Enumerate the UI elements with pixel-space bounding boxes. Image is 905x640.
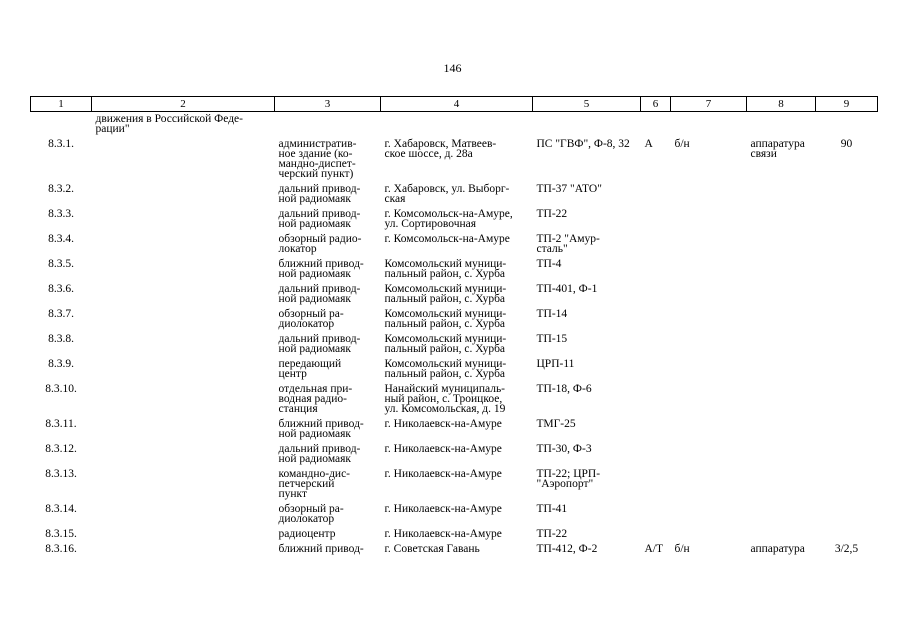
- cell-7: [671, 282, 747, 307]
- category: [641, 282, 671, 307]
- group-cell: [92, 442, 275, 467]
- object-name: ближний привод- ной радиомаяк: [278, 258, 364, 280]
- group-cell: [92, 182, 275, 207]
- continuation-text: движения в Российской Феде- рации": [95, 113, 243, 135]
- power-value: 3/2,5: [834, 543, 859, 555]
- object-name: обзорный ра- диолокатор: [278, 503, 344, 525]
- object-address: г. Николаевск-на-Амуре: [384, 528, 502, 540]
- power-source: ТП-22: [536, 208, 568, 220]
- table-row: [31, 527, 878, 542]
- object-address: г. Николаевск-на-Амуре: [384, 418, 502, 430]
- equipment: [747, 442, 816, 467]
- object-address: г. Комсомольск-на-Амуре: [384, 233, 510, 245]
- category: [641, 467, 671, 502]
- equipment: [747, 467, 816, 502]
- object-address: г. Хабаровск, Матвеев- ское шоссе, д. 28а: [384, 138, 497, 160]
- object-name: дальний привод- ной радиомаяк: [278, 333, 361, 355]
- category: [641, 332, 671, 357]
- category: [641, 527, 671, 542]
- group-cell: [92, 332, 275, 357]
- row-number: 8.3.7.: [48, 308, 74, 320]
- group-cell: [92, 382, 275, 417]
- category: [641, 182, 671, 207]
- category: [641, 382, 671, 417]
- group-cell: [92, 542, 275, 557]
- cell-7: б/н: [674, 543, 690, 555]
- table-row: [31, 182, 878, 207]
- column-header: 7: [671, 97, 747, 112]
- power-source: ТП-37 "АТО": [536, 183, 602, 195]
- group-cell: [92, 467, 275, 502]
- group-cell: [92, 502, 275, 527]
- equipment: [747, 232, 816, 257]
- power-source: ТП-4: [536, 258, 562, 270]
- power-source: ТП-401, Ф-1: [536, 283, 598, 295]
- cell-7: б/н: [674, 138, 690, 150]
- cell-7: [671, 357, 747, 382]
- power-value: [816, 182, 878, 207]
- object-name: радиоцентр: [278, 528, 336, 540]
- object-name: дальний привод- ной радиомаяк: [278, 208, 361, 230]
- group-cell: [92, 417, 275, 442]
- object-address: г. Николаевск-на-Амуре: [384, 503, 502, 515]
- cell-7: [671, 442, 747, 467]
- object-address: г. Николаевск-на-Амуре: [384, 443, 502, 455]
- equipment: [747, 282, 816, 307]
- object-address: Нанайский муниципаль- ный район, с. Троицкое, ул. Комсомольская, д. 19: [384, 383, 506, 415]
- equipment: [747, 332, 816, 357]
- cell-7: [671, 467, 747, 502]
- category: [641, 417, 671, 442]
- table-row: [31, 502, 878, 527]
- group-cell: [92, 307, 275, 332]
- object-name: административ- ное здание (ко- мандно-диспет- черский пункт): [278, 138, 357, 180]
- category: [641, 207, 671, 232]
- table-row: [31, 307, 878, 332]
- category: [641, 442, 671, 467]
- object-name: ближний привод- ной радиомаяк: [278, 418, 364, 440]
- power-source: ТП-41: [536, 503, 568, 515]
- object-name: дальний привод- ной радиомаяк: [278, 283, 361, 305]
- object-address: г. Советская Гавань: [384, 543, 480, 555]
- column-header: 9: [816, 97, 878, 112]
- header-row: [31, 97, 878, 112]
- power-value: 90: [840, 138, 853, 150]
- row-number: 8.3.2.: [48, 183, 74, 195]
- row-number: 8.3.3.: [48, 208, 74, 220]
- column-header: 8: [747, 97, 816, 112]
- table-row: [31, 207, 878, 232]
- power-source: ТП-412, Ф-2: [536, 543, 598, 555]
- row-number: 8.3.5.: [48, 258, 74, 270]
- group-cell: [92, 232, 275, 257]
- table-row: [31, 282, 878, 307]
- row-number: 8.3.15.: [45, 528, 77, 540]
- page-number: 146: [443, 61, 462, 75]
- category: [641, 257, 671, 282]
- power-value: [816, 382, 878, 417]
- power-value: [816, 332, 878, 357]
- cell-7: [671, 257, 747, 282]
- power-source: ТП-30, Ф-3: [536, 443, 592, 455]
- equipment: [747, 382, 816, 417]
- power-source: ТП-18, Ф-6: [536, 383, 592, 395]
- category: [641, 357, 671, 382]
- power-value: [816, 442, 878, 467]
- object-address: Комсомольский муници- пальный район, с. Хурба: [384, 333, 507, 355]
- power-value: [816, 282, 878, 307]
- object-name: передающий центр: [278, 358, 342, 380]
- object-name: отдельная при- водная радио- станция: [278, 383, 353, 415]
- power-source: ЦРП-11: [536, 358, 575, 370]
- cell-7: [671, 232, 747, 257]
- object-name: ближний привод-: [278, 543, 364, 555]
- cell-7: [671, 182, 747, 207]
- group-cell: [92, 527, 275, 542]
- category: А: [644, 138, 653, 150]
- cell-7: [671, 307, 747, 332]
- object-address: Комсомольский муници- пальный район, с. Хурба: [384, 308, 507, 330]
- cell-7: [671, 502, 747, 527]
- category: [641, 502, 671, 527]
- table-row: [31, 137, 878, 182]
- cell-7: [671, 417, 747, 442]
- power-value: [816, 307, 878, 332]
- category: [641, 232, 671, 257]
- document-table: [30, 96, 878, 557]
- object-name: обзорный ра- диолокатор: [278, 308, 344, 330]
- column-header: 2: [92, 97, 275, 112]
- equipment: [747, 417, 816, 442]
- table-row: [31, 542, 878, 557]
- row-number: 8.3.16.: [45, 543, 77, 555]
- row-number: 8.3.8.: [48, 333, 74, 345]
- equipment: [747, 207, 816, 232]
- object-address: г. Николаевск-на-Амуре: [384, 468, 502, 480]
- group-cell: [92, 257, 275, 282]
- row-number: 8.3.13.: [45, 468, 77, 480]
- power-source: ТП-15: [536, 333, 568, 345]
- table-row: [31, 232, 878, 257]
- category: [641, 307, 671, 332]
- power-value: [816, 357, 878, 382]
- object-address: г. Хабаровск, ул. Выборг- ская: [384, 183, 510, 205]
- power-value: [816, 417, 878, 442]
- cell-7: [671, 527, 747, 542]
- equipment: аппаратура: [750, 543, 805, 555]
- row-number: 8.3.11.: [45, 418, 77, 430]
- group-cell: [92, 207, 275, 232]
- power-source: ТП-2 "Амур- сталь": [536, 233, 600, 255]
- object-name: обзорный радио- локатор: [278, 233, 362, 255]
- group-cell: [92, 282, 275, 307]
- group-cell: [92, 357, 275, 382]
- row-number: 8.3.1.: [48, 138, 74, 150]
- object-name: дальний привод- ной радиомаяк: [278, 183, 361, 205]
- power-source: ПС "ГВФ", Ф-8, 32: [536, 138, 630, 150]
- power-value: [816, 502, 878, 527]
- equipment: [747, 182, 816, 207]
- equipment: [747, 257, 816, 282]
- power-value: [816, 467, 878, 502]
- power-source: ТП-22; ЦРП- "Аэропорт": [536, 468, 601, 490]
- table-row: [31, 467, 878, 502]
- power-value: [816, 207, 878, 232]
- table-row: [31, 442, 878, 467]
- power-value: [816, 527, 878, 542]
- table-row: [31, 382, 878, 417]
- cell-7: [671, 382, 747, 417]
- column-header: 6: [641, 97, 671, 112]
- object-name: командно-дис- петчерский пункт: [278, 468, 351, 500]
- row-number: 8.3.14.: [45, 503, 77, 515]
- row-number: 8.3.9.: [48, 358, 74, 370]
- category: А/Т: [644, 543, 664, 555]
- continuation-row: [31, 112, 878, 138]
- row-number: 8.3.4.: [48, 233, 74, 245]
- power-value: [816, 257, 878, 282]
- equipment: аппаратура связи: [750, 138, 805, 160]
- equipment: [747, 502, 816, 527]
- row-number: 8.3.10.: [45, 383, 77, 395]
- column-header: 4: [381, 97, 533, 112]
- row-number: 8.3.12.: [45, 443, 77, 455]
- table-row: [31, 257, 878, 282]
- cell-7: [671, 332, 747, 357]
- power-value: [816, 232, 878, 257]
- column-header: 5: [533, 97, 641, 112]
- object-address: г. Комсомольск-на-Амуре, ул. Сортировочная: [384, 208, 513, 230]
- cell-7: [671, 207, 747, 232]
- object-address: Комсомольский муници- пальный район, с. Хурба: [384, 258, 507, 280]
- equipment: [747, 357, 816, 382]
- object-address: Комсомольский муници- пальный район, с. Хурба: [384, 283, 507, 305]
- group-cell: [92, 137, 275, 182]
- power-source: ТМГ-25: [536, 418, 576, 430]
- column-header: 1: [31, 97, 92, 112]
- table-row: [31, 417, 878, 442]
- table-row: [31, 332, 878, 357]
- power-source: ТП-14: [536, 308, 568, 320]
- equipment: [747, 527, 816, 542]
- row-number: 8.3.6.: [48, 283, 74, 295]
- object-name: дальний привод- ной радиомаяк: [278, 443, 361, 465]
- table-row: [31, 357, 878, 382]
- object-address: Комсомольский муници- пальный район, с. Хурба: [384, 358, 507, 380]
- power-source: ТП-22: [536, 528, 568, 540]
- equipment: [747, 307, 816, 332]
- column-header: 3: [275, 97, 381, 112]
